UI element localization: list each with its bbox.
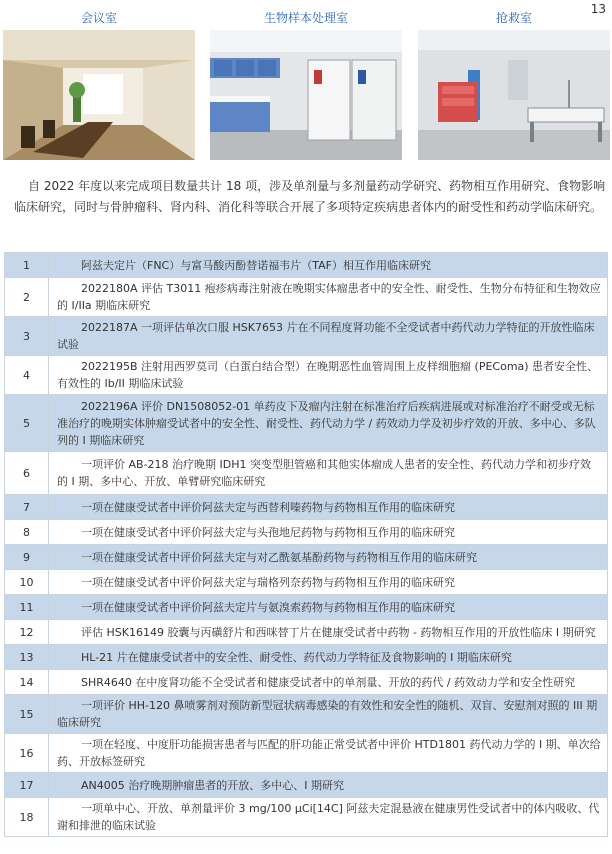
project-title: 阿兹夫定片（FNC）与富马酸丙酚替诺福韦片（TAF）相互作用临床研究: [81, 258, 431, 272]
meeting-room-photo: [3, 30, 195, 160]
photo-caption: 抢救室: [495, 11, 532, 25]
project-table: [4, 252, 608, 837]
project-title: 一项单中心、开放、单剂量评价 3 mg/100 μCi[14C] 阿兹夫定混悬液在健康男性受试者中的体内吸收、代谢和排泄的临床试验: [57, 802, 600, 832]
project-title-cell: [49, 356, 608, 395]
project-title-cell: [49, 645, 608, 670]
table-row: [5, 253, 608, 278]
project-number: 8: [5, 520, 49, 545]
project-number: 12: [5, 620, 49, 645]
table-row: [5, 734, 608, 773]
project-number: 3: [5, 317, 49, 356]
project-title-cell: [49, 452, 608, 495]
project-title: 一项在健康受试者中评价阿兹夫定与对乙酰氨基酚药物与药物相互作用的临床研究: [81, 550, 477, 564]
project-title-cell: [49, 520, 608, 545]
project-title-cell: [49, 734, 608, 773]
table-row: [5, 695, 608, 734]
project-title: HL-21 片在健康受试者中的安全性、耐受性、药代动力学特征及食物影响的 I 期临床研究: [81, 650, 512, 664]
photo-meeting-room: [3, 8, 195, 30]
table-row: [5, 670, 608, 695]
table-row: [5, 773, 608, 798]
table-row: [5, 495, 608, 520]
photo-caption: 生物样本处理室: [263, 11, 348, 25]
project-title: SHR4640 在中度肾功能不全受试者和健康受试者中的单剂量、开放的药代 / 药效动力学和安全性研究: [81, 675, 576, 689]
project-title-cell: [49, 495, 608, 520]
photo-caption: 会议室: [80, 11, 117, 25]
table-row: [5, 356, 608, 395]
project-number: 1: [5, 253, 49, 278]
project-title-cell: [49, 395, 608, 452]
project-number: 13: [5, 645, 49, 670]
project-title: 一项在健康受试者中评价阿兹夫定片与氨溴索药物与药物相互作用的临床研究: [81, 600, 455, 614]
project-title: 一项评价 AB-218 治疗晚期 IDH1 突变型胆管癌和其他实体瘤成人患者的安全性、药代动力学和初步疗效的 I 期、多中心、开放、单臂研究临床研究: [57, 458, 592, 488]
project-title-cell: [49, 570, 608, 595]
project-title-cell: [49, 773, 608, 798]
project-number: 11: [5, 595, 49, 620]
project-number: 18: [5, 798, 49, 837]
project-number: 14: [5, 670, 49, 695]
project-number: 2: [5, 278, 49, 317]
project-title: 2022195B 注射用西罗莫司（白蛋白结合型）在晚期恶性血管周围上皮样细胞瘤 (PEComa) 患者安全性、有效性的 Ib/II 期临床试验: [57, 360, 599, 390]
project-title-cell: [49, 595, 608, 620]
project-title-cell: [49, 545, 608, 570]
table-row: [5, 595, 608, 620]
project-number: 17: [5, 773, 49, 798]
table-row: [5, 452, 608, 495]
table-row: [5, 645, 608, 670]
project-number: 16: [5, 734, 49, 773]
project-number: 15: [5, 695, 49, 734]
project-title: 2022187A 一项评估单次口服 HSK7653 片在不同程度肾功能不全受试者中药代动力学特征的开放性临床试验: [57, 321, 595, 351]
project-title: 2022196A 评价 DN1508052-01 单药皮下及瘤内注射在标准治疗后疾病进展或对标准治疗不耐受或无标准治疗的晚期实体肿瘤受试者中的安全性、耐受性、药代动力学 / 药效动力学及初步疗效的开放、多中心、多队列的 I 期临床研究: [57, 399, 596, 447]
project-title-cell: [49, 278, 608, 317]
table-row: [5, 395, 608, 452]
project-title: 评估 HSK16149 胶囊与丙磺舒片和西咪替丁片在健康受试者中药物 - 药物相互作用的开放性临床 I 期研究: [81, 625, 596, 639]
table-row: [5, 798, 608, 837]
project-title-cell: [49, 317, 608, 356]
photo-strip: [0, 8, 612, 160]
project-title: 一项评价 HH-120 鼻喷雾剂对预防新型冠状病毒感染的有效性和安全性的随机、双盲、安慰剂对照的 III 期临床研究: [57, 699, 598, 729]
table-row: [5, 317, 608, 356]
project-title-cell: [49, 670, 608, 695]
project-title: 一项在健康受试者中评价阿兹夫定与西替利嗪药物与药物相互作用的临床研究: [81, 500, 455, 514]
sample-room-photo: [210, 30, 402, 160]
project-number: 9: [5, 545, 49, 570]
table-row: [5, 520, 608, 545]
photo-emergency-room: [418, 8, 610, 30]
project-number: 10: [5, 570, 49, 595]
table-row: [5, 278, 608, 317]
project-title: AN4005 治疗晚期肿瘤患者的开放、多中心、I 期研究: [81, 778, 344, 792]
table-row: [5, 620, 608, 645]
project-title-cell: [49, 620, 608, 645]
photo-sample-room: [210, 8, 402, 30]
page-number: 13: [590, 2, 606, 16]
project-title: 一项在健康受试者中评价阿兹夫定与头孢地尼药物与药物相互作用的临床研究: [81, 525, 455, 539]
project-title: 一项在轻度、中度肝功能损害患者与匹配的肝功能正常受试者中评价 HTD1801 药代动力学的 I 期、单次给药、开放标签研究: [57, 738, 601, 768]
project-title-cell: [49, 798, 608, 837]
table-row: [5, 545, 608, 570]
project-number: 7: [5, 495, 49, 520]
project-number: 4: [5, 356, 49, 395]
project-number: 6: [5, 452, 49, 495]
project-title-cell: [49, 253, 608, 278]
project-title-cell: [49, 695, 608, 734]
emergency-room-photo: [418, 30, 610, 160]
intro-paragraph: 自 2022 年度以来完成项目数量共计 18 项，涉及单剂量与多剂量药动学研究、药物相互作用研究、食物影响临床研究，同时与骨肿瘤科、肾内科、消化科等联合开展了多项特定疾病患者体内的耐受性和药动学临床研究。: [14, 179, 606, 214]
project-title: 一项在健康受试者中评价阿兹夫定与瑞格列奈药物与药物相互作用的临床研究: [81, 575, 455, 589]
project-title: 2022180A 评估 T3011 疱疹病毒注射液在晚期实体瘤患者中的安全性、耐受性、生物分布特征和生物效应的 I/IIa 期临床研究: [57, 282, 601, 312]
project-number: 5: [5, 395, 49, 452]
table-row: [5, 570, 608, 595]
